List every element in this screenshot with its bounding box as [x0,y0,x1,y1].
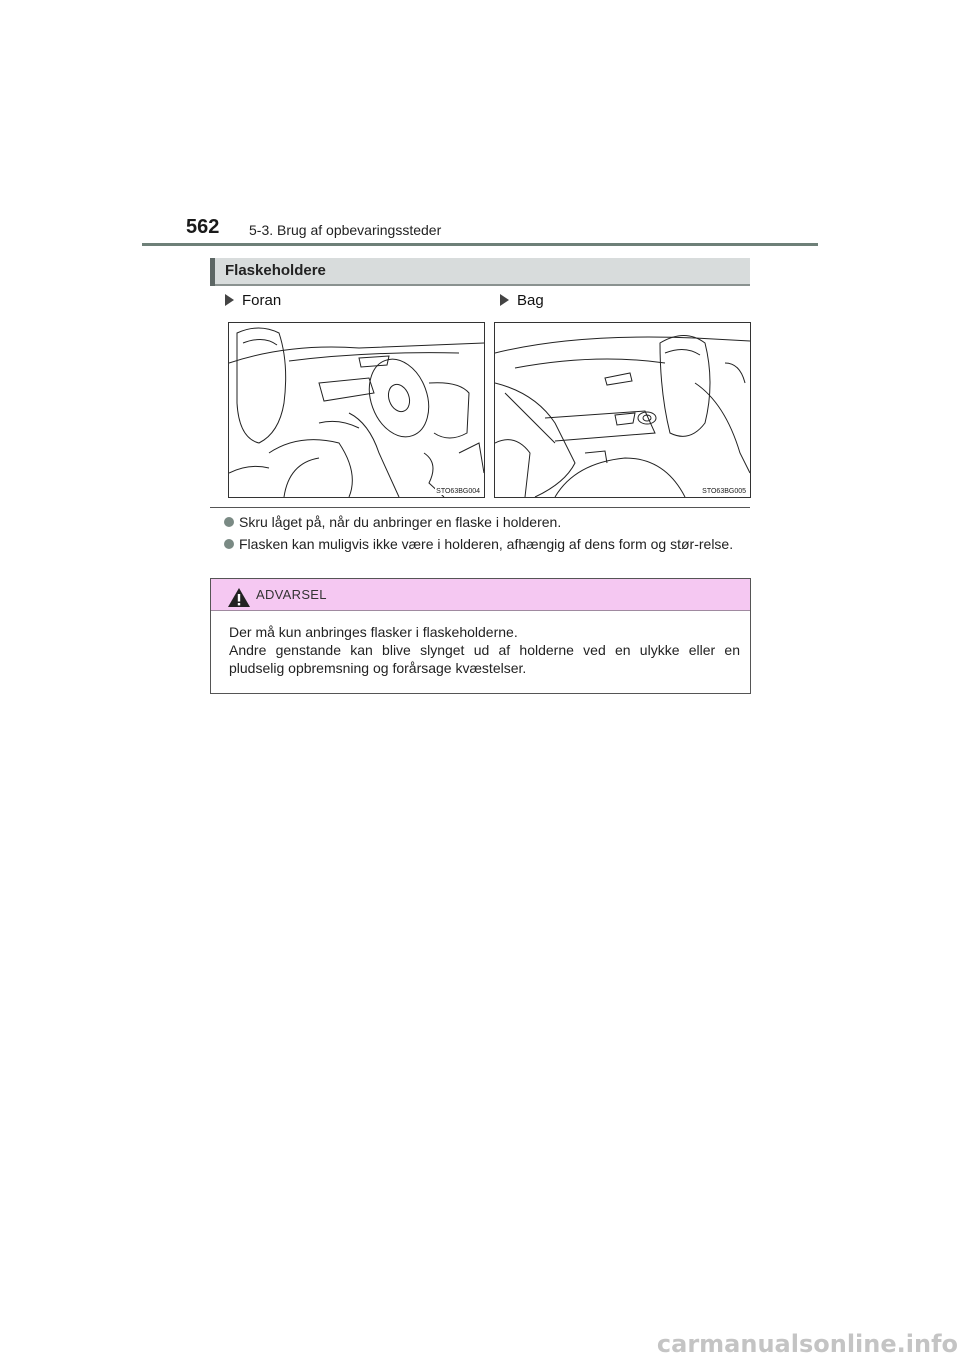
front-interior-illustration [229,323,484,497]
rear-interior-illustration [495,323,750,497]
warning-line: pludselig opbremsning og forårsage kvæstelser. [229,660,527,676]
warning-line: Der må kun anbringes flasker i flaskeholderne. [229,624,518,640]
figure-label-front [225,292,281,309]
arrow-right-icon [225,294,234,306]
section-title-bar [210,258,750,286]
bullet-item [224,512,740,532]
section-header: 5-3. Brug af opbevaringssteder [249,222,442,238]
warning-line: Andre genstande kan blive slynget ud af holderne ved en ulykke eller en [229,642,740,658]
warning-box [210,578,751,694]
warning-text [229,623,740,677]
figure-code: STO63BG005 [702,488,746,495]
content-rule [210,507,750,508]
bullet-item [224,534,740,554]
warning-triangle-icon [228,588,250,607]
title-bar-accent [210,258,215,286]
figure-code: STO63BG004 [436,488,480,495]
bullet-text: Flasken kan muligvis ikke være i holderen, afhængig af dens form og stør-relse. [239,536,734,552]
watermark: carmanualsonline.info [656,1330,958,1358]
figure-rear-interior [494,322,751,498]
section-title: Flaskeholdere [225,262,326,279]
bullet-text: Skru låget på, når du anbringer en flaske i holderen. [239,514,562,530]
figure-label-front-text: Foran [242,292,282,309]
bullet-dot-icon [224,539,234,549]
warning-label: ADVARSEL [256,587,327,602]
arrow-right-icon [500,294,509,306]
bullet-dot-icon [224,517,234,527]
figure-label-rear [500,292,544,309]
warning-header [211,579,750,611]
header-rule [142,243,818,246]
figure-front-interior [228,322,485,498]
figure-label-rear-text: Bag [517,292,544,309]
page-number: 562 [186,216,220,238]
